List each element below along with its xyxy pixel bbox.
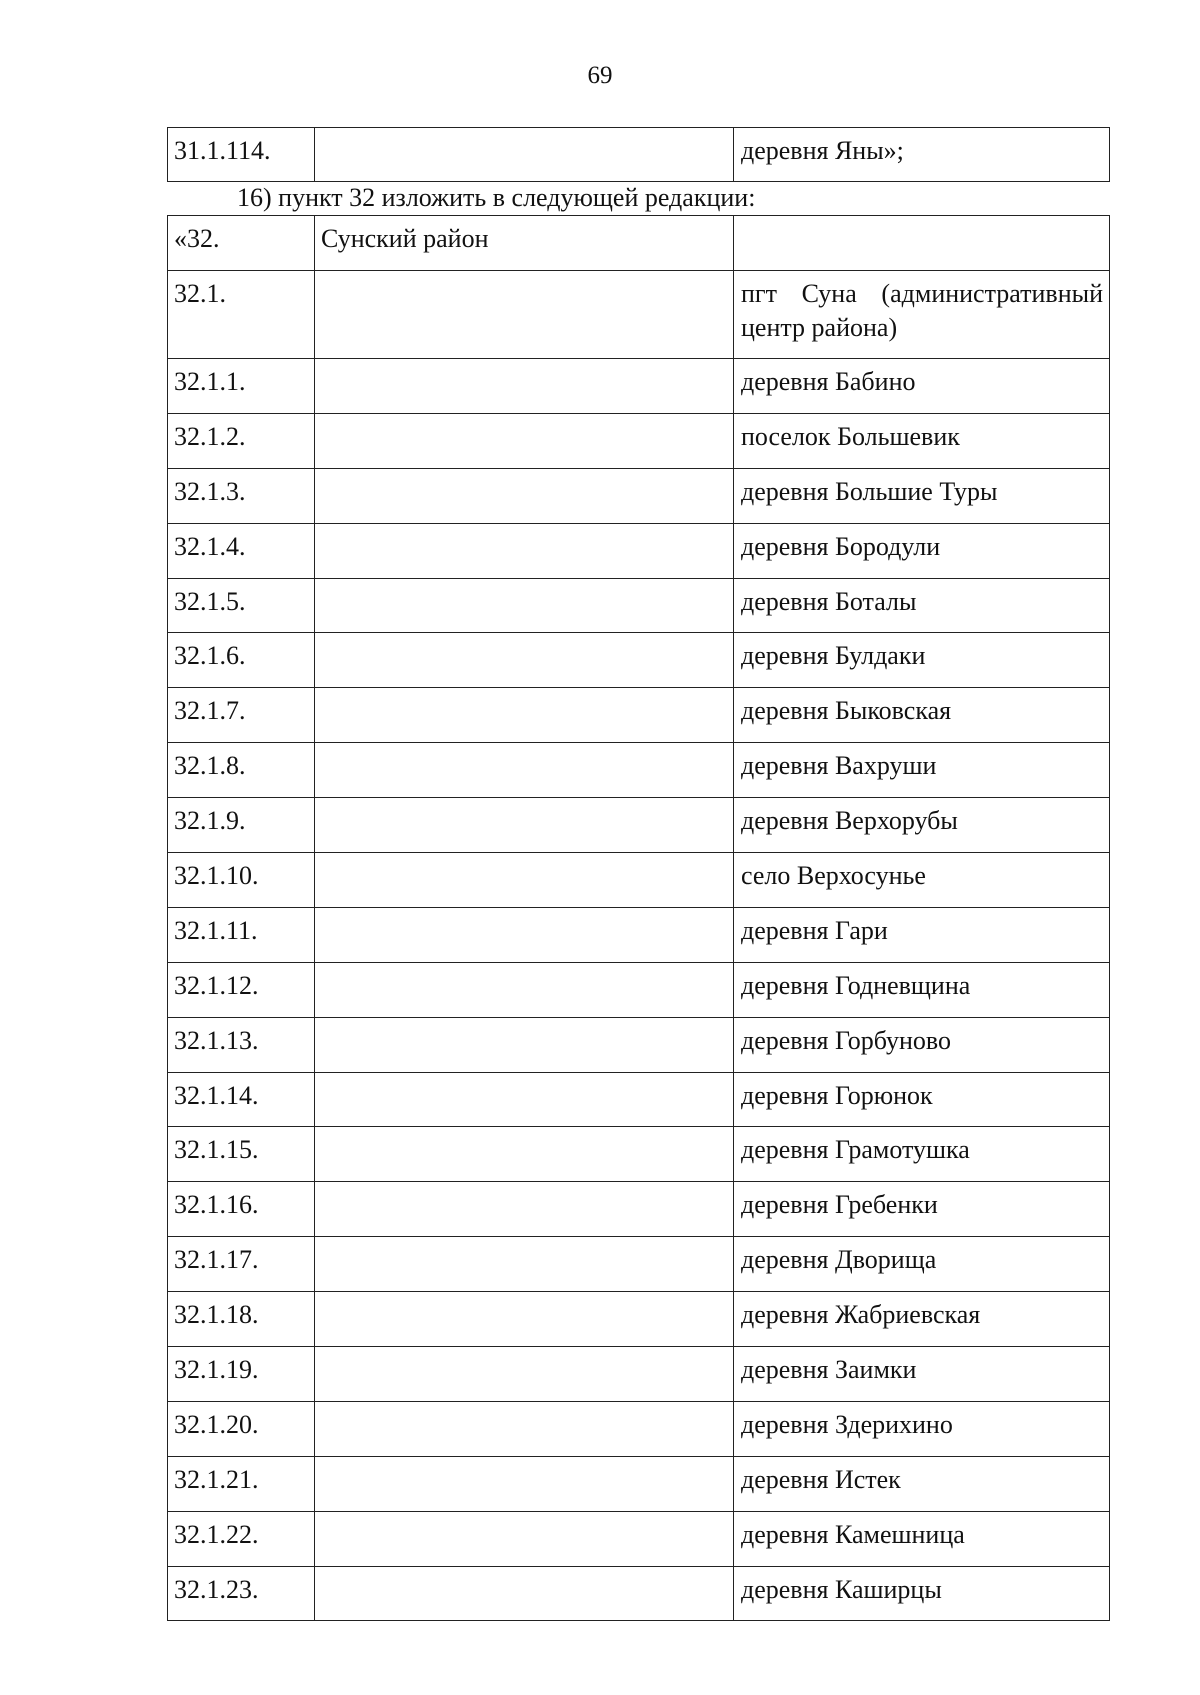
district-name-cell	[315, 1017, 734, 1072]
district-name-cell	[315, 633, 734, 688]
row-number-cell: 32.1.18.	[168, 1292, 315, 1347]
row-number-cell: 32.1.12.	[168, 962, 315, 1017]
settlement-cell: деревня Горбуново	[734, 1017, 1110, 1072]
district-name-cell	[315, 271, 734, 359]
row-number-cell: 32.1.15.	[168, 1127, 315, 1182]
settlement-cell: деревня Дворища	[734, 1237, 1110, 1292]
district-name-cell	[315, 1182, 734, 1237]
row-number-cell: 32.1.1.	[168, 359, 315, 414]
row-number-cell: 32.1.16.	[168, 1182, 315, 1237]
row-number-cell: 32.1.19.	[168, 1347, 315, 1402]
settlement-cell: деревня Гари	[734, 907, 1110, 962]
table-row	[168, 688, 1110, 743]
district-name-cell	[315, 359, 734, 414]
table-row	[168, 359, 1110, 414]
row-number-cell: 32.1.6.	[168, 633, 315, 688]
settlement-cell: деревня Быковская	[734, 688, 1110, 743]
settlement-cell: поселок Большевик	[734, 413, 1110, 468]
district-name-cell	[315, 688, 734, 743]
row-number-cell: 32.1.	[168, 271, 315, 359]
table-row	[168, 1127, 1110, 1182]
row-number-cell: 32.1.8.	[168, 743, 315, 798]
row-number-cell: 32.1.3.	[168, 468, 315, 523]
settlement-cell: деревня Большие Туры	[734, 468, 1110, 523]
table-row	[168, 853, 1110, 908]
table-row	[168, 1072, 1110, 1127]
settlement-cell: деревня Жабриевская	[734, 1292, 1110, 1347]
table-row	[168, 633, 1110, 688]
table-row	[168, 1401, 1110, 1456]
table-row	[168, 1182, 1110, 1237]
district-name-cell	[315, 128, 734, 182]
district-name-cell	[315, 1072, 734, 1127]
district-name-cell	[315, 413, 734, 468]
district-name-cell: Сунский район	[315, 216, 734, 271]
district-name-cell	[315, 853, 734, 908]
row-number-cell: 32.1.9.	[168, 798, 315, 853]
table-row	[168, 128, 1110, 182]
district-name-cell	[315, 1511, 734, 1566]
district-name-cell	[315, 798, 734, 853]
district-name-cell	[315, 1237, 734, 1292]
table-row	[168, 907, 1110, 962]
row-number-cell: 32.1.10.	[168, 853, 315, 908]
table-row	[168, 1017, 1110, 1072]
settlement-cell: деревня Годневщина	[734, 962, 1110, 1017]
row-number-cell: 32.1.11.	[168, 907, 315, 962]
row-number-cell: 32.1.22.	[168, 1511, 315, 1566]
settlement-cell: деревня Бабино	[734, 359, 1110, 414]
page-number: 69	[587, 62, 613, 89]
settlement-cell: деревня Булдаки	[734, 633, 1110, 688]
settlement-cell: деревня Яны»;	[734, 128, 1110, 182]
district-name-cell	[315, 1566, 734, 1621]
settlement-cell: деревня Каширцы	[734, 1566, 1110, 1621]
row-number-cell: 32.1.4.	[168, 523, 315, 578]
table-row	[168, 1292, 1110, 1347]
district-name-cell	[315, 468, 734, 523]
settlement-cell: деревня Верхорубы	[734, 798, 1110, 853]
district-name-cell	[315, 907, 734, 962]
district-name-cell	[315, 743, 734, 798]
amendment-instruction: 16) пункт 32 изложить в следующей редакции:	[237, 183, 756, 212]
row-number-cell: 31.1.114.	[168, 128, 315, 182]
row-number-cell: 32.1.17.	[168, 1237, 315, 1292]
table-row	[168, 1511, 1110, 1566]
row-number-cell: 32.1.14.	[168, 1072, 315, 1127]
district-name-cell	[315, 523, 734, 578]
previous-section-table	[167, 127, 1110, 182]
table-row	[168, 962, 1110, 1017]
table-row	[168, 1566, 1110, 1621]
district-name-cell	[315, 1127, 734, 1182]
settlement-cell: село Верхосунье	[734, 853, 1110, 908]
table-row	[168, 798, 1110, 853]
district-settlements-table	[167, 215, 1110, 1621]
table-row	[168, 523, 1110, 578]
district-name-cell	[315, 1292, 734, 1347]
table-row	[168, 1347, 1110, 1402]
district-name-cell	[315, 962, 734, 1017]
table-row	[168, 578, 1110, 633]
settlement-cell: деревня Камешница	[734, 1511, 1110, 1566]
settlement-cell: деревня Горюнок	[734, 1072, 1110, 1127]
row-number-cell: 32.1.2.	[168, 413, 315, 468]
table-row	[168, 1456, 1110, 1511]
settlement-cell: деревня Истек	[734, 1456, 1110, 1511]
district-name-cell	[315, 578, 734, 633]
row-number-cell: 32.1.13.	[168, 1017, 315, 1072]
row-number-cell: 32.1.21.	[168, 1456, 315, 1511]
settlement-cell	[734, 216, 1110, 271]
table-row	[168, 1237, 1110, 1292]
district-name-cell	[315, 1347, 734, 1402]
table-row	[168, 468, 1110, 523]
settlement-cell: пгт Суна (административный центр района)	[734, 271, 1110, 359]
row-number-cell: 32.1.23.	[168, 1566, 315, 1621]
district-name-cell	[315, 1401, 734, 1456]
settlement-cell: деревня Боталы	[734, 578, 1110, 633]
table-row	[168, 216, 1110, 271]
row-number-cell: 32.1.7.	[168, 688, 315, 743]
settlement-cell: деревня Гребенки	[734, 1182, 1110, 1237]
table-row	[168, 413, 1110, 468]
settlement-cell: деревня Здерихино	[734, 1401, 1110, 1456]
table-row	[168, 271, 1110, 359]
settlement-cell: деревня Вахруши	[734, 743, 1110, 798]
table-row	[168, 743, 1110, 798]
row-number-cell: 32.1.5.	[168, 578, 315, 633]
settlement-cell: деревня Грамотушка	[734, 1127, 1110, 1182]
row-number-cell: «32.	[168, 216, 315, 271]
settlement-cell: деревня Заимки	[734, 1347, 1110, 1402]
settlement-cell: деревня Бородули	[734, 523, 1110, 578]
district-name-cell	[315, 1456, 734, 1511]
row-number-cell: 32.1.20.	[168, 1401, 315, 1456]
